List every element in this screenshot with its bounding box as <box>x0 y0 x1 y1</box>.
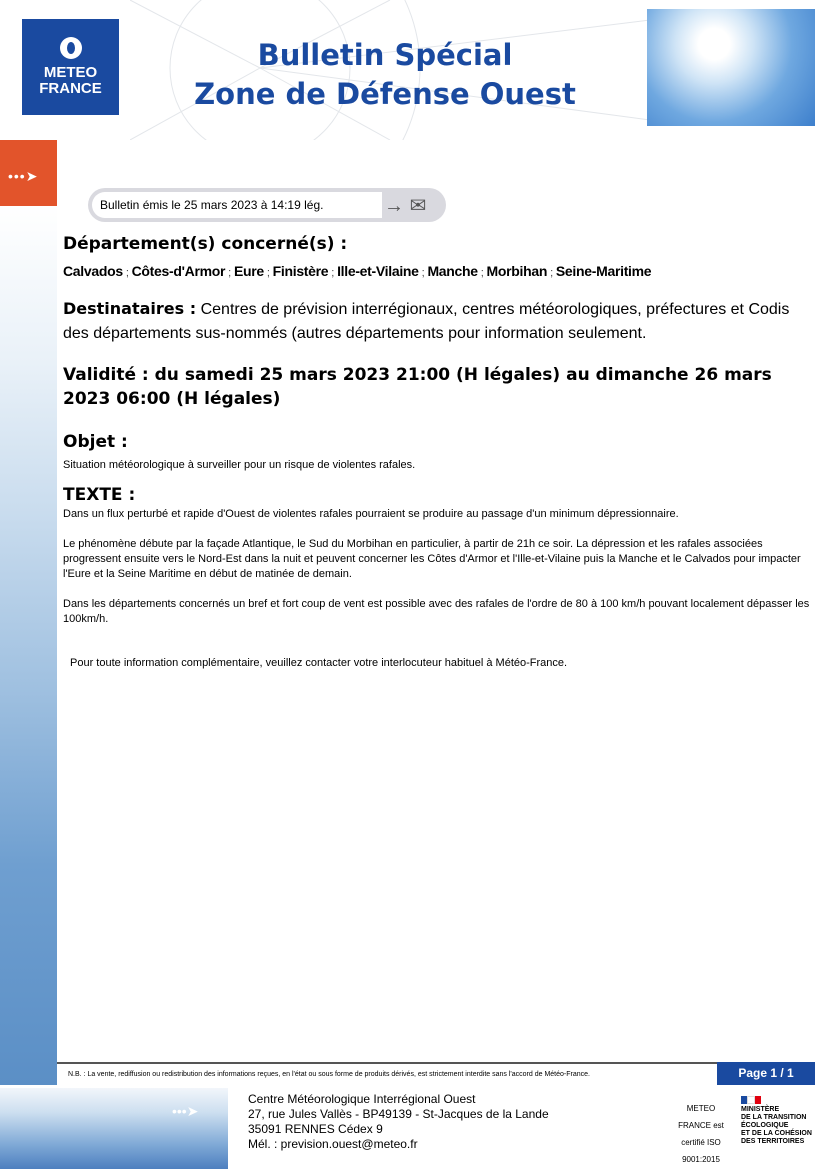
ministry-logo <box>741 1096 812 1146</box>
dotted-arrow-icon-bottom: •••➤ <box>172 1103 199 1119</box>
departments-heading: Département(s) concerné(s) : <box>63 234 348 254</box>
ministry-line: DE LA TRANSITION <box>741 1114 807 1121</box>
bulletin-content <box>63 234 818 671</box>
department-separator: ; <box>421 267 425 279</box>
department-item: Manche <box>427 263 478 279</box>
title-line-1: Bulletin Spécial <box>257 38 513 72</box>
page-number: Page 1 / 1 <box>717 1062 815 1085</box>
ministry-line: DES TERRITOIRES <box>741 1138 805 1145</box>
department-separator: ; <box>266 267 270 279</box>
recipients-label: Destinataires : <box>63 299 197 318</box>
department-item: Calvados <box>63 263 123 279</box>
cert-line: certifié ISO <box>681 1138 721 1147</box>
bulletin-issued-field: Bulletin émis le 25 mars 2023 à 14:19 lég. <box>92 192 382 218</box>
cert-line: METEO <box>686 1104 716 1113</box>
sky-photo <box>647 9 815 126</box>
department-separator: ; <box>228 267 231 279</box>
text-paragraph-3: Dans les départements concernés un bref et fort coup de vent est possible avec des rafales de l'ordre de 80 à 100 km/h pouvant localement dépasser les 100km/h. <box>63 598 810 625</box>
meteo-france-logo <box>22 19 119 115</box>
envelope-icon[interactable]: ✉ <box>409 195 427 217</box>
sky-background-left <box>0 205 57 1085</box>
department-item: Seine-Maritime <box>555 263 652 279</box>
logo-text-france: FRANCE <box>39 80 102 97</box>
ministry-line: MINISTÈRE <box>741 1106 780 1113</box>
department-separator: ; <box>550 267 553 279</box>
department-item: Eure <box>233 263 264 279</box>
department-separator: ; <box>480 267 484 279</box>
object-heading: Objet : <box>63 432 128 452</box>
text-heading: TEXTE : <box>63 485 136 505</box>
arrow-right-icon[interactable]: → <box>384 195 404 217</box>
logo-sun-icon <box>60 37 82 59</box>
footer-address <box>248 1092 549 1152</box>
recipients-text: Centres de prévision interrégionaux, centres météorologiques, préfectures et Codis des départements sus-nommés (autres départements pour information seulement. <box>63 301 790 342</box>
dotted-arrow-icon: •••➤ <box>8 168 39 184</box>
department-item: Morbihan <box>486 263 548 279</box>
footer-nb-notice: N.B. : La vente, rediffusion ou redistribution des informations reçues, en l'état ou sous forme de produits dérivés, est strictement interdite sans l'accord de Météo-France. <box>68 1071 590 1078</box>
logo-text-meteo: METEO <box>43 64 98 81</box>
iso-certification <box>676 1100 726 1168</box>
departments-list <box>63 263 818 279</box>
address-email[interactable]: Mél. : prevision.ouest@meteo.fr <box>248 1137 418 1151</box>
department-separator: ; <box>125 267 129 279</box>
recipients-section <box>63 297 818 346</box>
french-flag-icon <box>741 1096 761 1104</box>
contact-note: Pour toute information complémentaire, veuillez contacter votre interlocuteur habituel à Météo-France. <box>70 657 568 669</box>
text-paragraph-2: Le phénomène débute par la façade Atlantique, le Sud du Morbihan en particulier, à partir de 21h ce soir. La dépression et les rafales associées progressent ensuite vers le Nord-Est dans la nuit et peuvent concerner les Côtes d'Armor et l'Ille-et-Vilaine puis la Manche et le Calvados pour impacter l'Eure et la Seine Maritime en début de matinée de demain. <box>63 538 801 580</box>
ministry-line: ÉCOLOGIQUE <box>741 1122 789 1129</box>
address-line: 35091 RENNES Cédex 9 <box>248 1122 383 1136</box>
department-separator: ; <box>331 267 335 279</box>
ministry-line: ET DE LA COHÉSION <box>741 1130 812 1137</box>
footer-divider <box>57 1062 815 1064</box>
department-item: Côtes-d'Armor <box>131 263 226 279</box>
address-line: 27, rue Jules Vallès - BP49139 - St-Jacques de la Lande <box>248 1107 549 1121</box>
bulletin-title <box>170 36 600 114</box>
title-line-2: Zone de Défense Ouest <box>194 77 576 111</box>
bulletin-bar-icons <box>384 193 426 218</box>
text-paragraph-1: Dans un flux perturbé et rapide d'Ouest de violentes rafales pourraient se produire au passage d'un minimum dépressionnaire. <box>63 508 679 520</box>
department-item: Finistère <box>272 263 329 279</box>
department-item: Ille-et-Vilaine <box>337 263 419 279</box>
address-line: Centre Météorologique Interrégional Ouest <box>248 1092 476 1106</box>
validity-text: Validité : du samedi 25 mars 2023 21:00 (H légales) au dimanche 26 mars 2023 06:00 (H légales) <box>63 365 772 409</box>
orange-arrow-block <box>0 140 57 206</box>
cert-line: 9001:2015 <box>682 1155 720 1164</box>
object-text: Situation météorologique à surveiller pour un risque de violentes rafales. <box>63 459 416 471</box>
sky-background-bottom <box>0 1088 228 1169</box>
cert-line: FRANCE est <box>678 1121 724 1130</box>
